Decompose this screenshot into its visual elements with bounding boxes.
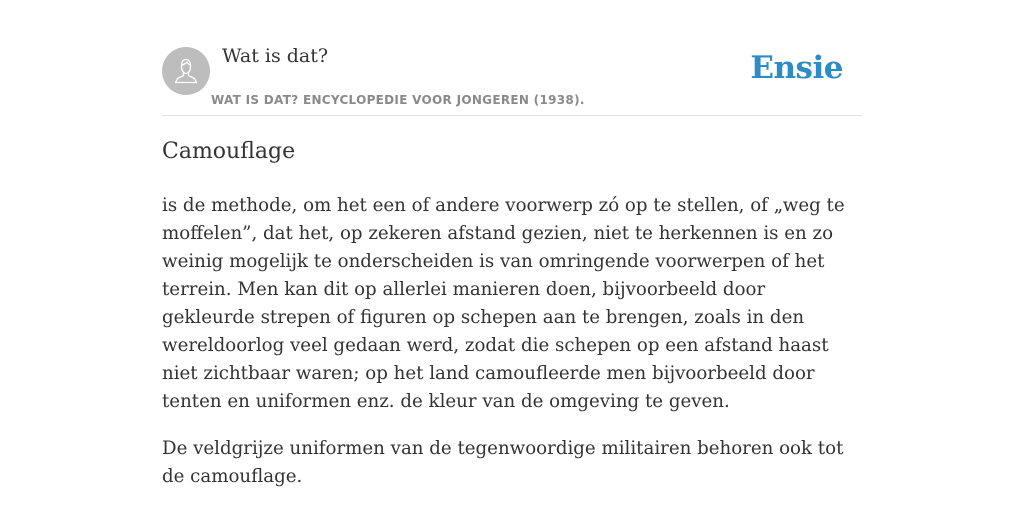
source-subtitle: WAT IS DAT? ENCYCLOPEDIE VOOR JONGEREN (1938). xyxy=(211,93,585,107)
article-paragraph: is de methode, om het een of andere voorwerp zó op te stellen, of „weg te moffelen”, dat het, op zekeren afstand gezien, niet te herkennen is en zo weinig mogelijk te onderscheiden is van omringende voorwerpen of het terrein. Men kan dit op allerlei manieren doen, bijvoorbeeld door gekleurde strepen of figuren op schepen aan te brengen, zoals in den wereldoorlog veel gedaan werd, zodat die schepen op een afstand haast niet zichtbaar waren; op het land camoufleerde men bijvoorbeeld door tenten en uniformen enz. de kleur van de omgeving te geven. xyxy=(162,195,845,412)
article-body xyxy=(162,192,862,510)
source-title-link[interactable]: Wat is dat? xyxy=(222,45,329,67)
page xyxy=(162,0,862,512)
article-paragraph: De veldgrijze uniformen van de tegenwoordige militairen behoren ook tot de camouflage. xyxy=(162,438,844,487)
ensie-logo[interactable]: Ensie xyxy=(750,50,843,86)
user-silhouette-icon xyxy=(162,47,210,95)
article-title: Camouflage xyxy=(162,139,296,164)
source-avatar[interactable] xyxy=(162,47,210,95)
source-header xyxy=(162,0,862,116)
